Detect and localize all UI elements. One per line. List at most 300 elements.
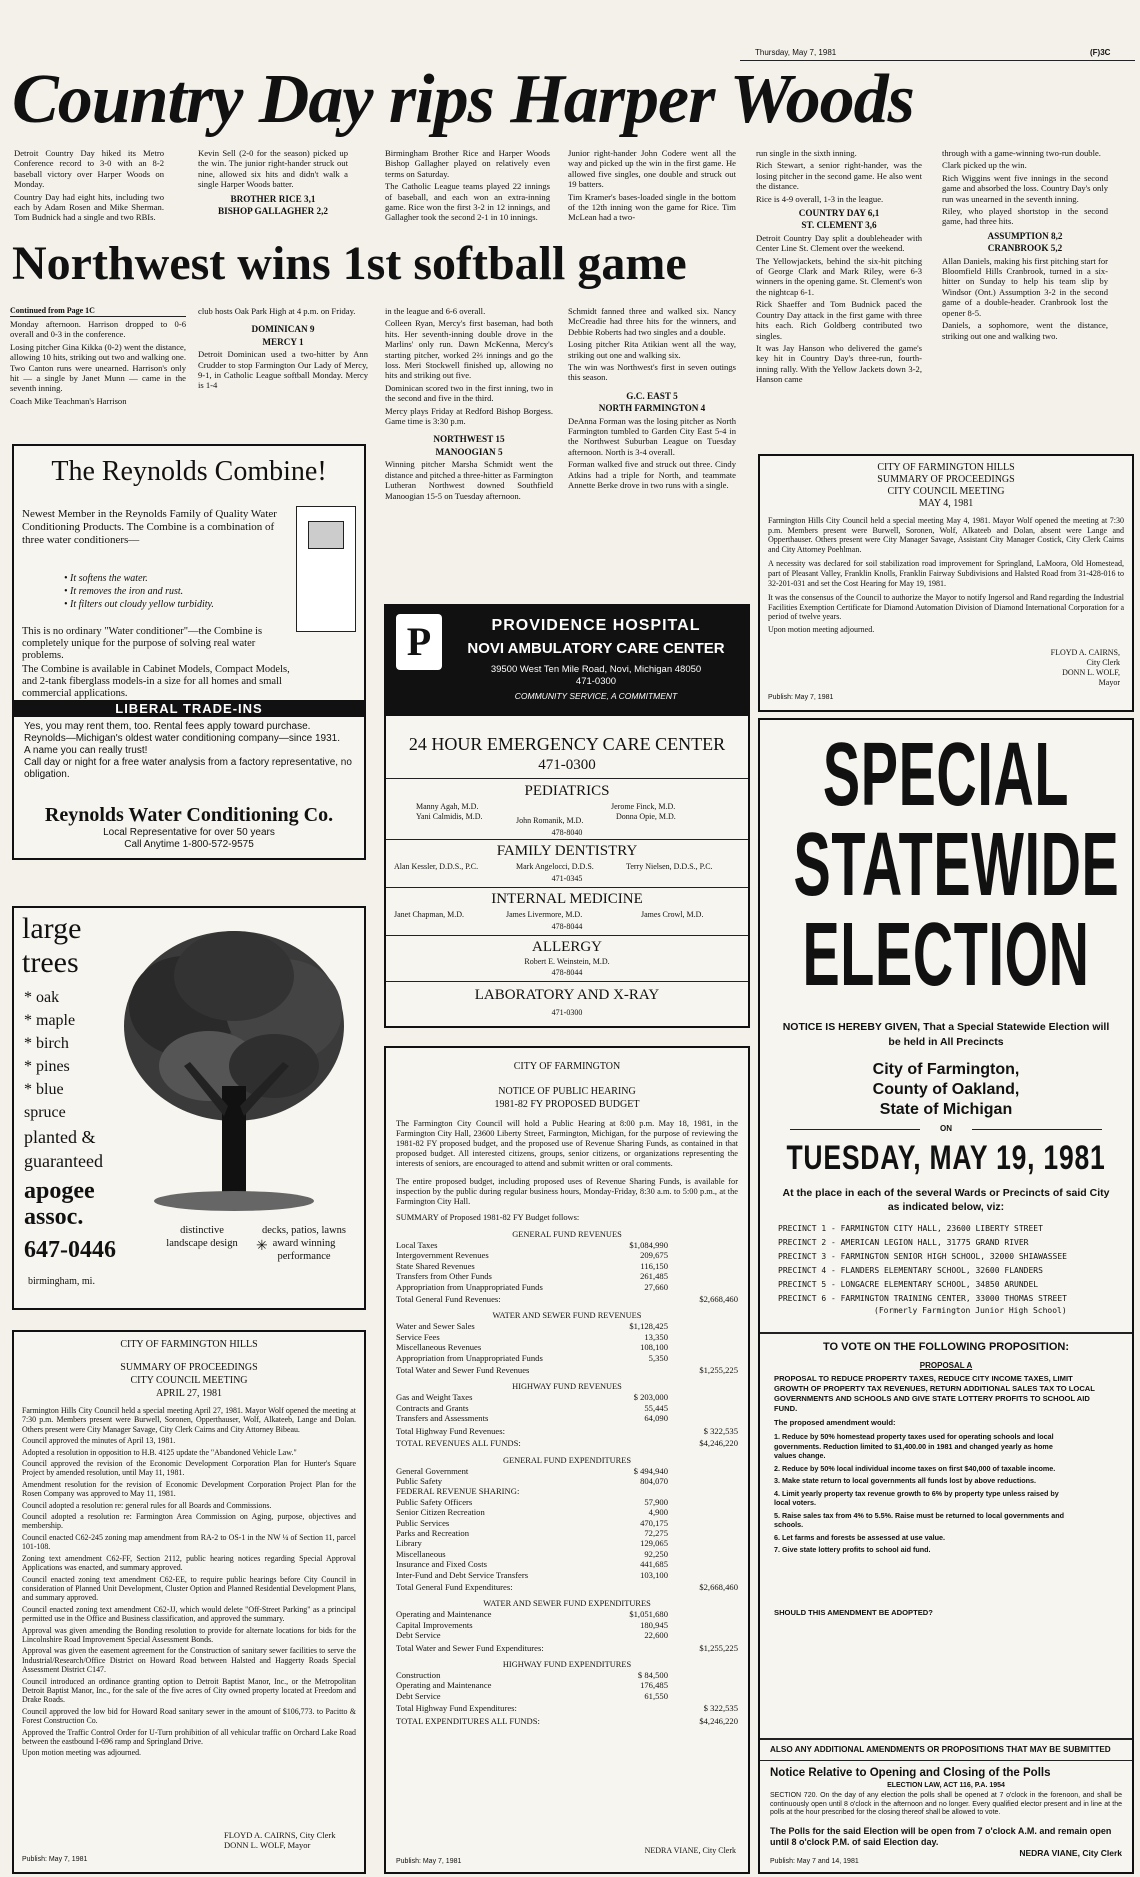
- budget-hearing-notice: [384, 1046, 750, 1874]
- table-row: [396, 1271, 738, 1281]
- planted-text: planted &: [24, 1127, 96, 1147]
- table-cell: [668, 1670, 738, 1680]
- table-cell: Parks and Recreation: [396, 1527, 470, 1538]
- clerk-signature: NEDRA VIANE, City Clerk: [644, 1846, 736, 1855]
- divider: [386, 935, 748, 936]
- paragraph: Mercy plays Friday at Redford Bishop Borgess. Game time is 3:30 p.m.: [385, 405, 553, 427]
- logo-letter: P: [406, 619, 432, 664]
- election-word-special: SPECIAL: [822, 725, 1070, 825]
- section-720: SECTION 720. On the day of any election the polls shall be opened at 7 o'clock in the forenoon, and shall be continuously open until 8 o'clock in the afternoon and no longer. Every qualified elector present and in line at the polls at the hour prescribed for the closing thereof shall be allowed to vote.: [770, 1792, 1122, 1817]
- tree-list: [24, 986, 104, 1124]
- table-cell: [668, 1342, 738, 1352]
- notice-body: [14, 1406, 364, 1758]
- paragraph: Council approved the revision of the Economic Development Corporation Plan for Hunter's Square Project by amended resolution, until May 11, 1981.: [22, 1459, 356, 1478]
- paragraph: It was Jay Hanson who delivered the game's key hit in Country Day's three-run, fourth-inning rally. With the Yellow Jackets down 3-2, Hanson came: [756, 342, 922, 385]
- table-cell: [588, 1714, 668, 1726]
- notice-body: [386, 1119, 748, 1223]
- table-cell: Transfers and Assessments: [396, 1413, 489, 1424]
- paragraph: DeAnna Forman was the losing pitcher as North Farmington tumbled to Garden City East 5-4 in the Northwest Suburban League on Tuesday afternoon. North is 3-4 overall.: [568, 415, 736, 457]
- lab-tel: 471-0300: [551, 1008, 583, 1017]
- table-cell: Inter-Fund and Debt Service Transfers: [396, 1569, 529, 1580]
- table-row: [396, 1342, 738, 1352]
- paragraph: Detroit Dominican used a two-hitter by Ann Crudder to stop Farmington Our Lady of Mercy, 9-1, in Catholic League softball Monday. Mercy is 1-4: [198, 349, 368, 391]
- table-cell: Appropriation from Unappropriated Funds: [396, 1352, 543, 1363]
- amendment-text: Reduce by 50% homestead property taxes used for operating schools and local governments. Reduction limited to $1,400.00 in 1981 and changed yearly as home values change.: [774, 1432, 1054, 1460]
- paragraph: run single in the sixth inning.: [756, 148, 857, 158]
- allergy-title: ALLERGY: [532, 939, 602, 955]
- reynolds-lines: [24, 721, 354, 781]
- table-cell: General Government: [396, 1465, 469, 1476]
- council-may4-notice: [758, 454, 1134, 712]
- budget-table: [396, 1609, 738, 1653]
- tree-name: blue spruce: [24, 1081, 66, 1121]
- subhead: NORTHWEST 15: [433, 434, 505, 445]
- emergency-title: 24 HOUR EMERGENCY CARE CENTER: [408, 734, 726, 754]
- headline-country-day: Country Day rips Harper Woods: [12, 61, 914, 138]
- table-cell: $ 322,535: [703, 1703, 738, 1714]
- should-adopt: SHOULD THIS AMENDMENT BE ADOPTED?: [774, 1608, 933, 1617]
- tree-item: * oak: [24, 989, 60, 1006]
- apogee-tagline-decks: decks, patios, lawns award winning performance: [262, 1225, 346, 1262]
- table-cell: [588, 1701, 668, 1713]
- table-cell: $1,084,990: [629, 1240, 668, 1250]
- internal-medicine-title: INTERNAL MEDICINE: [491, 891, 643, 907]
- table-row: [396, 1559, 738, 1569]
- paragraph: Losing pitcher Gina Kikka (0-2) went the distance, allowing 10 hits, striking out two and walking one. Two Canton runs were unearned. Harrison's only hit — a single by Janet Munn — came in the seventh inning.: [10, 341, 186, 394]
- paragraph: Council enacted zoning text amendment C62-JJ, which would delete "Off-Street Parking" as a principal permitted use in the Office and Business classification, and approved the summary.: [22, 1604, 356, 1624]
- paragraph: Farmington Hills City Council held a special meeting April 27, 1981. Mayor Wolf opened the meeting at 7:30 p.m. Members present were Burwell, Soronen, Opperthauser, Wolf, Alkateeb, Lange and Dolan. Others present were City Manager Savage, City Clerk Cairns and City Attorney Bibeau.: [22, 1406, 356, 1434]
- reynolds-company: Reynolds Water Conditioning Co.: [44, 804, 334, 826]
- subhead: MANOOGIAN 5: [435, 446, 503, 457]
- table-row: [396, 1403, 738, 1413]
- reynolds-title: The Reynolds Combine!: [51, 456, 327, 487]
- table-row: [396, 1321, 738, 1331]
- paragraph: Colleen Ryan, Mercy's first baseman, had both hits. Her seventh-inning double drove in the Marlins' only run. Dawn McKenna, Mercy's starting pitcher, worked 2⅔ innings and go the loss. Meri Stockwell finished up, allowing no hits and striking out five.: [385, 318, 553, 381]
- table-cell: 108,100: [640, 1342, 668, 1353]
- table-cell: [668, 1528, 738, 1538]
- table-cell: $4,246,220: [699, 1715, 738, 1726]
- apogee-tagline-design: distinctive landscape design: [166, 1225, 238, 1249]
- table-total-row: [396, 1641, 738, 1653]
- table-cell: 57,900: [644, 1496, 668, 1507]
- notice-heading: CITY OF FARMINGTON HILLS: [120, 1339, 258, 1350]
- water-conditioner-icon: [296, 506, 356, 632]
- paragraph: Council enacted zoning text amendment C62-EE, to require public hearings before City Council in consideration of Planned Unit Development, Cluster Option and Planned Residential Development Plans, and summary approved.: [22, 1574, 356, 1603]
- divider: [760, 1760, 1132, 1761]
- paragraph: Losing pitcher Rita Atikian went all the way, striking out one and walking six.: [568, 339, 736, 360]
- doctor-name: Yani Calmidis, M.D.: [416, 812, 483, 821]
- table-row: [396, 1261, 738, 1271]
- precinct-item: PRECINCT 5 - LONGACRE ELEMENTARY SCHOOL, 34850 ARUNDEL: [778, 1280, 1039, 1289]
- divider: [386, 839, 748, 840]
- signature-line: FLOYD A. CAIRNS,: [1050, 648, 1120, 657]
- paragraph: Rich Wiggins went five innings in the second game and absorbed the loss. Country Day's only run was unearned in the seventh inning.: [942, 172, 1108, 204]
- pediatrics-tel: 478-8040: [551, 828, 583, 837]
- divider: [386, 778, 748, 779]
- budget-tables: [386, 1229, 748, 1726]
- ad-line: Reynolds—Michigan's oldest water conditioning company—since 1931.: [24, 733, 340, 744]
- budget-table: [396, 1392, 738, 1436]
- amendment-item: 1. Reduce by 50% homestead property taxes used for operating schools and local governments. Reduction limited to $1,400.00 in 1981 and changed yearly as home values change.: [774, 1432, 1054, 1460]
- paragraph: Rick Shaeffer and Tom Budnick paced the Country Day attack in the first game with three hits each. Rich Goldberg contributed two singles.: [756, 299, 922, 341]
- precinct-item: PRECINCT 4 - FLANDERS ELEMENTARY SCHOOL, 32600 FLANDERS: [778, 1266, 1043, 1275]
- subhead: COUNTRY DAY 6,1: [798, 208, 880, 219]
- signature-line: Mayor: [1098, 678, 1120, 687]
- table-cell: Miscellaneous: [396, 1548, 446, 1559]
- amendment-item: 4. Limit yearly property tax revenue growth to 6% by property type unless raised by local voters.: [774, 1488, 1059, 1507]
- doctor-name: Donna Opie, M.D.: [616, 812, 676, 821]
- table-cell: State Shared Revenues: [396, 1260, 475, 1271]
- precinct-item: PRECINCT 2 - AMERICAN LEGION HALL, 31775 GRAND RIVER: [778, 1238, 1029, 1247]
- table-total-row: [396, 1701, 738, 1713]
- table-cell: [668, 1466, 738, 1476]
- table-cell: Miscellaneous Revenues: [396, 1342, 482, 1353]
- table-cell: [588, 1580, 668, 1592]
- table-row: [396, 1353, 738, 1363]
- doctor-name: Alan Kessler, D.D.S., P.C.: [394, 862, 479, 871]
- story2-col2: [198, 306, 368, 393]
- subhead: NORTH FARMINGTON 4: [598, 403, 706, 414]
- notice-body: [760, 516, 1132, 635]
- table-cell: $1,255,225: [699, 1365, 738, 1376]
- table-cell: Debt Service: [396, 1630, 441, 1641]
- amendment-item: 2. Reduce by 50% local individual income taxes on first $40,000 of taxable income.: [774, 1463, 1056, 1473]
- table-cell: $2,668,460: [699, 1581, 738, 1592]
- budget-section-title: HIGHWAY FUND EXPENDITURES: [502, 1660, 632, 1669]
- table-cell: [668, 1549, 738, 1559]
- apogee-phone: 647-0446: [24, 1237, 116, 1263]
- notice-heading: CITY COUNCIL MEETING: [887, 486, 1005, 497]
- table-cell: 27,660: [644, 1281, 668, 1292]
- table-cell: [668, 1559, 738, 1569]
- table-row: [396, 1332, 738, 1342]
- table-cell: [668, 1240, 738, 1250]
- paragraph: Allan Daniels, making his first pitching start for Bloomfield Hills Cranbrook, turned in a six-hitter on Sunday to help his team slip by Windsor (Ont.) Assumption 3-2 in the second game of a double-header. Cranbrook lost the opener 8-5.: [942, 255, 1108, 318]
- table-cell: [668, 1691, 738, 1701]
- table-cell: [668, 1282, 738, 1292]
- doctor-name: Janet Chapman, M.D.: [394, 910, 464, 919]
- table-cell: [668, 1392, 738, 1402]
- table-cell: 5,350: [648, 1352, 668, 1363]
- tree-item: * birch: [24, 1035, 69, 1052]
- apogee-assoc: assoc.: [24, 1204, 84, 1230]
- amendment-item: 5. Raise sales tax from 4% to 5.5%. Raise must be returned to local governments and schools.: [774, 1510, 1065, 1529]
- doctor-name: Terry Nielsen, D.D.S., P.C.: [626, 862, 713, 871]
- paragraph: Approval was given the easement agreement for the Construction of sanitary sewer facilities to serve the Industrial/Research/Office District on Howard Road between Halsted and Haggerty Roads Special Assessment District C147.: [22, 1646, 356, 1675]
- table-cell: 441,685: [640, 1559, 668, 1570]
- precinct-item: (Formerly Farmington Junior High School): [874, 1306, 1067, 1315]
- publish-line: Publish: May 7, 1981: [22, 1856, 88, 1863]
- divider: [760, 1738, 1132, 1740]
- election-date: TUESDAY, MAY 19, 1981: [786, 1139, 1106, 1177]
- polls-notice-title: Notice Relative to Opening and Closing of the Polls: [770, 1767, 1051, 1779]
- budget-section-title: GENERAL FUND REVENUES: [512, 1230, 622, 1239]
- table-cell: 103,100: [640, 1569, 668, 1580]
- notice-heading: MAY 4, 1981: [918, 498, 974, 509]
- bullet-item: • It filters out cloudy yellow turbidity.: [64, 599, 214, 610]
- bullet-item: • It softens the water.: [64, 573, 148, 584]
- signature-line: DONN L. WOLF,: [1062, 668, 1120, 677]
- notice-heading: CITY OF FARMINGTON: [513, 1061, 621, 1072]
- table-cell: [668, 1518, 738, 1528]
- table-cell: 470,175: [640, 1517, 668, 1528]
- table-cell: [588, 1486, 668, 1496]
- doctor-name: Jerome Finck, M.D.: [611, 802, 676, 811]
- table-cell: Total Highway Fund Expenditures:: [396, 1703, 517, 1714]
- reynolds-body2: The Combine is available in Cabinet Models, Compact Models, and 2-tank fiberglass models-in a size for all homes and small commercial applications.: [22, 664, 290, 699]
- precinct-item: PRECINCT 1 - FARMINGTON CITY HALL, 23600 LIBERTY STREET: [778, 1224, 1043, 1233]
- election-law-act: ELECTION LAW, ACT 116, P.A. 1954: [887, 1782, 1005, 1789]
- providence-hospital-ad: [384, 604, 750, 1028]
- table-cell: [668, 1486, 738, 1496]
- clerk-signature: NEDRA VIANE, City Clerk: [1019, 1848, 1122, 1858]
- amendment-text: Give state lottery profits to school aid fund.: [782, 1545, 931, 1554]
- subhead: BISHOP GALLAGHER 2,2: [217, 206, 329, 217]
- headline-northwest: Northwest wins 1st softball game: [12, 237, 687, 290]
- bullet-text: It removes the iron and rust.: [70, 586, 184, 597]
- paragraph: club hosts Oak Park High at 4 p.m. on Friday.: [198, 306, 356, 316]
- table-cell: Local Taxes: [396, 1240, 438, 1250]
- ad-line: Call day or night for a free water analysis from a factory representative, no obligation.: [24, 757, 352, 780]
- table-cell: Intergovernment Revenues: [396, 1250, 489, 1261]
- paragraph: Monday afternoon. Harrison dropped to 0-6 overall and 0-3 in the conference.: [10, 319, 186, 340]
- divider: [386, 887, 748, 888]
- paragraph: Approval was given amending the Bonding resolution to provide for alternate locations for bids for the Lincolnshire Road Improvement Special Assessment Bonds.: [22, 1625, 356, 1644]
- table-cell: Construction: [396, 1670, 441, 1680]
- table-row: [396, 1518, 738, 1528]
- hospital-motto: COMMUNITY SERVICE, A COMMITMENT: [514, 691, 678, 701]
- table-row: [396, 1691, 738, 1701]
- table-cell: [588, 1436, 668, 1448]
- paragraph: Council introduced an ordinance granting option to Detroit Baptist Manor, Inc., or the Metropolitan Detroit Baptist Manor, Inc., for the sale of the five acres of City owned property located at Freedom and Drake Roads.: [22, 1676, 356, 1705]
- paragraph: Tim Kramer's bases-loaded single in the bottom of the 12th inning won the game for Rice. Tim McLean had a two-: [568, 191, 736, 223]
- amendment-items: [774, 1432, 1074, 1558]
- table-cell: $1,255,225: [699, 1642, 738, 1653]
- table-cell: [668, 1403, 738, 1413]
- table-cell: Total Water and Sewer Fund Expenditures:: [396, 1642, 544, 1653]
- budget-section-title: WATER AND SEWER FUND EXPENDITURES: [483, 1599, 651, 1609]
- divider: [760, 1332, 1132, 1334]
- table-cell: Gas and Weight Taxes: [396, 1392, 473, 1403]
- tree-name: birch: [36, 1035, 69, 1052]
- table-cell: [668, 1353, 738, 1363]
- additional-amendments: ALSO ANY ADDITIONAL AMENDMENTS OR PROPOSITIONS THAT MAY BE SUBMITTED: [770, 1745, 1111, 1754]
- notice-heading: CITY COUNCIL MEETING: [130, 1375, 248, 1386]
- table-cell: $ 84,500: [637, 1670, 668, 1680]
- paragraph: Dominican scored two in the first inning, two in the second and five in the third.: [385, 382, 553, 404]
- table-cell: [668, 1476, 738, 1486]
- table-total-row: [396, 1292, 738, 1304]
- table-cell: [668, 1507, 738, 1517]
- table-cell: $ 203,000: [633, 1392, 668, 1403]
- notice-heading: 1981-82 FY PROPOSED BUDGET: [494, 1099, 640, 1110]
- story1-col1: [14, 148, 164, 225]
- divider: [386, 981, 748, 982]
- table-cell: 804,070: [640, 1475, 668, 1486]
- table-cell: 22,600: [644, 1630, 668, 1641]
- paragraph: The Farmington City Council will hold a Public Hearing at 8:00 p.m. May 18, 1981, in the Farmington City Hall, 23600 Liberty Street, Farmington, Michigan, for the purpose of reviewing the 1981-82 FY proposed budget, and the proposed use of Revenue Sharing Funds, as contained in that proposed budget. All interested citizens, groups, senior citizens, or organizations representing the interests of seniors, are encouraged to attend and submit written or oral comments.: [396, 1119, 738, 1168]
- paragraph: The Catholic League teams played 22 innings of baseball, and each won an extra-inning game. Rice won the first 3-2 in 12 innings, and Gallagher took the second 2-1 in 10 innings.: [385, 181, 550, 223]
- table-row: [396, 1528, 738, 1538]
- special-election-notice: [758, 718, 1134, 1874]
- subhead: CRANBROOK 5,2: [987, 243, 1063, 254]
- vote-heading: TO VOTE ON THE FOLLOWING PROPOSITION:: [822, 1341, 1070, 1353]
- budget-table: [396, 1714, 738, 1726]
- table-cell: 64,090: [644, 1413, 668, 1424]
- table-cell: Operating and Maintenance: [396, 1680, 492, 1691]
- table-cell: 209,675: [640, 1250, 668, 1261]
- table-row: [396, 1466, 738, 1476]
- polls-hours: The Polls for the said Election will be open from 7 o'clock A.M. and remain open until 8 o'clock P.M. of said Election day.: [770, 1826, 1112, 1847]
- table-row: [396, 1507, 738, 1517]
- trees-title2: trees: [22, 946, 79, 979]
- table-cell: [668, 1271, 738, 1281]
- election-notice-text: NOTICE IS HEREBY GIVEN, That a Special Statewide Election will be held in All Precincts: [782, 1021, 1110, 1048]
- paragraph: Coach Mike Teachman's Harrison: [10, 395, 127, 406]
- paragraph: The entire proposed budget, including proposed uses of Revenue Sharing Funds, is available for inspection by the public during regular business hours, Monday-Friday, 8:30 a.m. to 5:00 p.m., at the Farmington City Hall.: [396, 1177, 738, 1206]
- reynolds-body1: This is no ordinary "Water conditioner"—the Combine is completely unique for the purpose of solving real water problems.: [22, 626, 263, 661]
- paragraph: Council enacted C62-245 zoning map amendment from RA-2 to OS-1 in the NW ¼ of Section 11, parcel 101-108.: [22, 1532, 356, 1552]
- pediatrics-title: PEDIATRICS: [524, 783, 610, 799]
- paragraph: The Yellowjackets, behind the six-hit pitching of George Clark and Mark Riley, were 6-3 winners in the opening game. St. Clement's won the nightcap 6-1.: [756, 255, 923, 297]
- doctor-name: Mark Angelocci, D.D.S.: [516, 862, 594, 871]
- doctor-name: John Romanik, M.D.: [516, 816, 584, 825]
- doctor-name: Manny Agah, M.D.: [416, 802, 479, 811]
- ad-line: Yes, you may rent them, too. Rental fees apply toward purchase.: [24, 721, 311, 732]
- apogee-trees-ad: [12, 906, 366, 1310]
- election-city: City of Farmington,: [872, 1061, 1020, 1078]
- paragraph: Country Day had eight hits, including two each by Adam Rosen and Mike Sherman. Tom Budnick had a single and two RBIs.: [14, 191, 164, 223]
- paragraph: Council approved the low bid for Howard Road sanitary sewer in the amount of $106,773. to Pacitto & Forest Construction Co.: [22, 1706, 356, 1726]
- table-cell: Total General Fund Expenditures:: [396, 1581, 513, 1592]
- table-row: [396, 1240, 738, 1250]
- budget-table: [396, 1436, 738, 1448]
- signature-line: City Clerk: [1086, 658, 1120, 667]
- table-cell: [588, 1424, 668, 1436]
- paragraph: Upon motion meeting adjourned.: [768, 624, 875, 634]
- table-cell: TOTAL EXPENDITURES ALL FUNDS:: [396, 1715, 540, 1726]
- paragraph: SUMMARY of Proposed 1981-82 FY Budget follows:: [396, 1213, 580, 1222]
- doctor-name: James Livermore, M.D.: [506, 910, 583, 919]
- story1-col6: [942, 148, 1108, 343]
- bullet-text: It filters out cloudy yellow turbidity.: [70, 599, 214, 610]
- proposal-label: PROPOSAL A: [919, 1361, 973, 1370]
- amendment-text: Limit yearly property tax revenue growth to 6% by property type unless raised by local voters.: [774, 1488, 1059, 1507]
- tree-name: oak: [36, 989, 60, 1006]
- story1-col3: [385, 148, 550, 225]
- notice-heading: SUMMARY OF PROCEEDINGS: [120, 1362, 258, 1373]
- table-cell: [588, 1641, 668, 1653]
- proposal-text: PROPOSAL TO REDUCE PROPERTY TAXES, REDUCE CITY INCOME TAXES, LIMIT GROWTH OF PROPERTY TAX REVENUES, RETURN ADDITIONAL SALES TAX TO LOCAL GOVERNMENTS AND SCHOOLS AND GIVE STATE LOTTERY PROFITS TO SCHOOL AID FUND.: [774, 1374, 1095, 1413]
- table-total-row: [396, 1363, 738, 1375]
- table-row: [396, 1486, 738, 1496]
- table-total-row: [396, 1580, 738, 1592]
- table-cell: Public Safety Officers: [396, 1496, 473, 1507]
- table-row: [396, 1570, 738, 1580]
- paragraph: Riley, who played shortstop in the second game, had three hits.: [942, 206, 1108, 227]
- reynolds-phone: Call Anytime 1-800-572-9575: [124, 839, 254, 850]
- reynolds-bullets: [64, 572, 294, 611]
- table-cell: Water and Sewer Sales: [396, 1321, 475, 1332]
- notice-heading: APRIL 27, 1981: [155, 1388, 223, 1399]
- hospital-name: PROVIDENCE HOSPITAL: [491, 617, 701, 634]
- jump-line: Continued from Page 1C: [10, 306, 186, 317]
- table-cell: [668, 1620, 738, 1630]
- signature-line: FLOYD A. CAIRNS, City Clerk: [224, 1830, 336, 1840]
- subhead: G.C. EAST 5: [626, 390, 678, 401]
- amendment-text: Reduce by 50% local individual income taxes on first $40,000 of taxable income.: [782, 1463, 1056, 1473]
- apogee-name: apogee: [24, 1178, 95, 1204]
- table-cell: Operating and Maintenance: [396, 1609, 492, 1620]
- subhead: DOMINICAN 9: [251, 324, 315, 335]
- lab-title: LABORATORY AND X-RAY: [474, 987, 660, 1003]
- paragraph: Kevin Sell (2-0 for the season) picked up the win. The junior right-hander struck out nine, allowed six hits and didn't walk a single Harper Woods batter.: [198, 148, 348, 190]
- publish-line: Publish: May 7 and 14, 1981: [770, 1858, 859, 1865]
- hospital-center: NOVI AMBULATORY CARE CENTER: [467, 640, 725, 657]
- amendment-item: 7. Give state lottery profits to school aid fund.: [774, 1545, 931, 1554]
- table-cell: Public Services: [396, 1517, 450, 1528]
- precinct-item: PRECINCT 6 - FARMINGTON TRAINING CENTER, 33000 THOMAS STREET: [778, 1294, 1067, 1303]
- reynolds-intro: Newest Member in the Reynolds Family of Quality Water Conditioning Products. The Combine is a combination of three water conditioners—: [22, 508, 277, 546]
- amendment-intro: The proposed amendment would:: [774, 1418, 896, 1427]
- table-cell: [668, 1538, 738, 1548]
- table-cell: [588, 1292, 668, 1304]
- table-cell: 261,485: [640, 1271, 668, 1282]
- budget-section-title: HIGHWAY FUND REVENUES: [512, 1382, 622, 1392]
- notice-heading: CITY OF FARMINGTON HILLS: [877, 462, 1015, 473]
- story2-col3: [385, 306, 553, 503]
- table-cell: Service Fees: [396, 1331, 440, 1342]
- subhead: BROTHER RICE 3,1: [230, 193, 316, 204]
- table-cell: 180,945: [640, 1619, 668, 1630]
- tree-icon: [114, 916, 354, 1216]
- table-cell: $1,051,680: [629, 1609, 668, 1620]
- table-row: [396, 1630, 738, 1640]
- table-cell: 55,445: [644, 1402, 668, 1413]
- paragraph: Farmington Hills City Council held a special meeting May 4, 1981. Mayor Wolf opened the meeting at 7:30 p.m. Members present were Burwell, Soronen, Wolf, Alkateeb and Dolan, absent were Lange and Opperthauser. Others present were City Manager Savage, Assistant City Manager Costick, City Clerk Cairns and City Attorney Poehlman.: [768, 516, 1124, 554]
- paragraph: Schmidt fanned three and walked six. Nancy McCreadie had three hits for the winners, and Debbie Roberts had two singles and a double.: [568, 306, 736, 337]
- paragraph: Birmingham Brother Rice and Harper Woods Bishop Gallagher played on relatively even terms on Saturday.: [385, 148, 550, 179]
- election-on: ON: [920, 1123, 972, 1135]
- paragraph: The win was Northwest's first in seven outings this season.: [568, 362, 736, 383]
- table-cell: TOTAL REVENUES ALL FUNDS:: [396, 1438, 521, 1449]
- paragraph: in the league and 6-6 overall.: [385, 306, 486, 316]
- amendment-text: Let farms and forests be assessed at use value.: [782, 1532, 945, 1542]
- paragraph: Detroit Country Day split a doubleheader with Center Line St. Clement over the weekend.: [756, 232, 922, 254]
- table-total-row: [396, 1436, 738, 1448]
- issue-date: Thursday, May 7, 1981: [755, 48, 837, 57]
- table-cell: Transfers from Other Funds: [396, 1271, 492, 1282]
- budget-table: [396, 1670, 738, 1714]
- subhead: ASSUMPTION 8,2: [987, 230, 1063, 241]
- paragraph: Amendment resolution for the revision of Economic Development Corporation Project Plan for the Rosen Company was approved to May 11, 1981.: [22, 1479, 356, 1499]
- table-cell: [668, 1630, 738, 1640]
- tree-name: maple: [36, 1012, 76, 1029]
- table-cell: Appropriation from Unappropriated Funds: [396, 1281, 543, 1292]
- table-cell: 116,150: [640, 1260, 668, 1271]
- paragraph: Council adopted a resolution re: Farmington Area Commission on Aging, purpose, objectives and membership.: [22, 1512, 356, 1531]
- story2-col4: [568, 306, 736, 493]
- reynolds-ad: [12, 444, 366, 860]
- paragraph: Clark picked up the win.: [942, 160, 1027, 171]
- table-cell: 61,550: [644, 1690, 668, 1701]
- election-state: State of Michigan: [879, 1101, 1013, 1118]
- amendment-item: 3. Make state return to local governments all funds lost by above reductions.: [774, 1476, 1037, 1485]
- ad-line: A name you can really trust!: [24, 745, 148, 756]
- table-cell: [588, 1363, 668, 1375]
- notice-heading: SUMMARY OF PROCEEDINGS: [877, 474, 1015, 485]
- election-place: At the place in each of the several Wards or Precincts of said City as indicated below, viz:: [782, 1187, 1110, 1213]
